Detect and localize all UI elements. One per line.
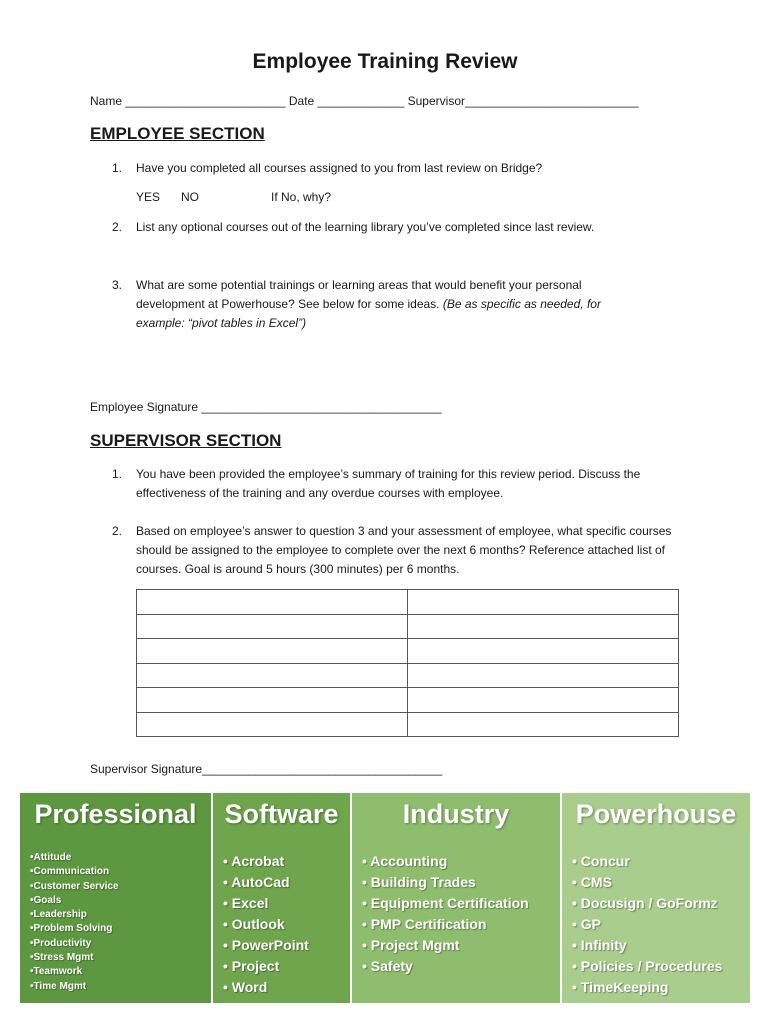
category-item: •Stress Mgmt <box>30 952 94 964</box>
category-item: •Goals <box>30 894 62 906</box>
question-text <box>136 276 632 333</box>
category-item: • GP <box>572 916 602 932</box>
category-item: • Equipment Certification <box>362 895 529 911</box>
employee-section-heading: EMPLOYEE SECTION <box>90 124 265 143</box>
category-item: • Accounting <box>362 853 448 869</box>
category-item: • Outlook <box>223 916 285 932</box>
question-number: 2. <box>112 524 123 538</box>
category-item: • PMP Certification <box>362 916 487 932</box>
category-item: • AutoCad <box>223 874 290 890</box>
if-no-why-label: If No, why? <box>271 190 332 204</box>
category-title: Professional <box>34 799 197 829</box>
question-text: List any optional courses out of the learning library you’ve completed since last review. <box>136 220 595 234</box>
question-number: 1. <box>112 161 123 175</box>
course-entry-cell[interactable] <box>408 639 679 664</box>
category-item: •Communication <box>30 866 110 878</box>
category-item: •Productivity <box>30 937 92 949</box>
category-item: • Safety <box>362 958 413 974</box>
category-professional <box>20 793 213 1003</box>
course-entry-cell[interactable] <box>137 712 408 737</box>
name-date-supervisor-line[interactable]: Name ________________________ Date _____________ Supervisor__________________________ <box>90 94 639 108</box>
question-text-main: What are some potential trainings or learning areas that would benefit your personal development at Powerhouse? See below for some ideas. <box>136 278 582 311</box>
category-item: • Docusign / GoFormz <box>572 895 718 911</box>
employee-question-2 <box>112 218 672 237</box>
category-item: • Building Trades <box>362 874 476 890</box>
category-item: • Policies / Procedures <box>572 958 723 974</box>
category-title: Powerhouse <box>575 799 737 829</box>
category-item: •Teamwork <box>30 966 83 978</box>
category-item: •Attitude <box>30 852 72 863</box>
category-item: • TimeKeeping <box>572 979 669 995</box>
category-software <box>213 793 352 1003</box>
employee-signature-line[interactable]: Employee Signature ____________________________________ <box>90 400 442 414</box>
category-list <box>362 851 529 977</box>
course-entry-cell[interactable] <box>408 712 679 737</box>
supervisor-section-heading: SUPERVISOR SECTION <box>90 431 282 450</box>
category-item: • Project <box>223 958 280 974</box>
question-example-note: (Be as specific as needed, for example: “pivot tables in Excel”) <box>136 297 601 330</box>
category-powerhouse <box>562 793 750 1003</box>
category-item: • PowerPoint <box>223 937 309 953</box>
question-number: 1. <box>112 467 123 481</box>
course-entry-cell[interactable] <box>408 590 679 615</box>
category-item: • Word <box>223 979 268 995</box>
page-title: Employee Training Review <box>252 50 518 73</box>
training-categories-panel <box>20 793 750 1003</box>
no-option[interactable]: NO <box>181 190 199 204</box>
question-number: 3. <box>112 278 123 292</box>
question-text: You have been provided the employee’s summary of training for this review period. Discuss the effectiveness of the training and any overdue courses with employee. <box>136 467 641 500</box>
employee-question-3 <box>112 276 632 333</box>
supervisor-question-2 <box>112 522 672 579</box>
category-item: •Time Mgmt <box>30 980 87 992</box>
table-row <box>137 712 679 737</box>
table-row <box>137 688 679 713</box>
category-item: • CMS <box>572 874 612 890</box>
course-entry-cell[interactable] <box>408 663 679 688</box>
category-title: Software <box>224 799 339 829</box>
table-row <box>137 614 679 639</box>
yes-option[interactable]: YES <box>136 190 161 204</box>
course-entry-cell[interactable] <box>408 614 679 639</box>
category-item: • Excel <box>223 895 269 911</box>
category-item: • Project Mgmt <box>362 937 460 953</box>
category-item: • Infinity <box>572 937 627 953</box>
question-text: Based on employee’s answer to question 3 and your assessment of employee, what specific courses should be assigned to the employee to complete over the next 6 months? Reference attached list of courses. Goal is around 5 hours (300 minutes) per 6 months. <box>136 524 672 576</box>
category-list <box>572 851 722 998</box>
course-entry-cell[interactable] <box>137 639 408 664</box>
assigned-courses-table <box>136 589 679 737</box>
category-list <box>223 851 309 998</box>
supervisor-question-1 <box>112 465 672 503</box>
question-text: Have you completed all courses assigned to you from last review on Bridge? <box>136 161 543 175</box>
course-entry-cell[interactable] <box>137 688 408 713</box>
course-entry-cell[interactable] <box>137 663 408 688</box>
category-list <box>30 851 119 994</box>
course-entry-cell[interactable] <box>408 688 679 713</box>
category-title: Industry <box>402 799 510 829</box>
category-item: •Leadership <box>30 909 87 921</box>
category-item: •Customer Service <box>30 880 119 892</box>
category-item: • Concur <box>572 853 630 869</box>
employee-question-1 <box>112 159 672 178</box>
course-entry-cell[interactable] <box>137 614 408 639</box>
table-row <box>137 639 679 664</box>
supervisor-signature-line[interactable]: Supervisor Signature____________________________________ <box>90 762 443 776</box>
table-row <box>137 663 679 688</box>
category-item: • Acrobat <box>223 853 285 869</box>
category-item: •Problem Solving <box>30 923 113 935</box>
table-row <box>137 590 679 615</box>
category-industry <box>352 793 562 1003</box>
question-number: 2. <box>112 220 123 234</box>
course-entry-cell[interactable] <box>137 590 408 615</box>
